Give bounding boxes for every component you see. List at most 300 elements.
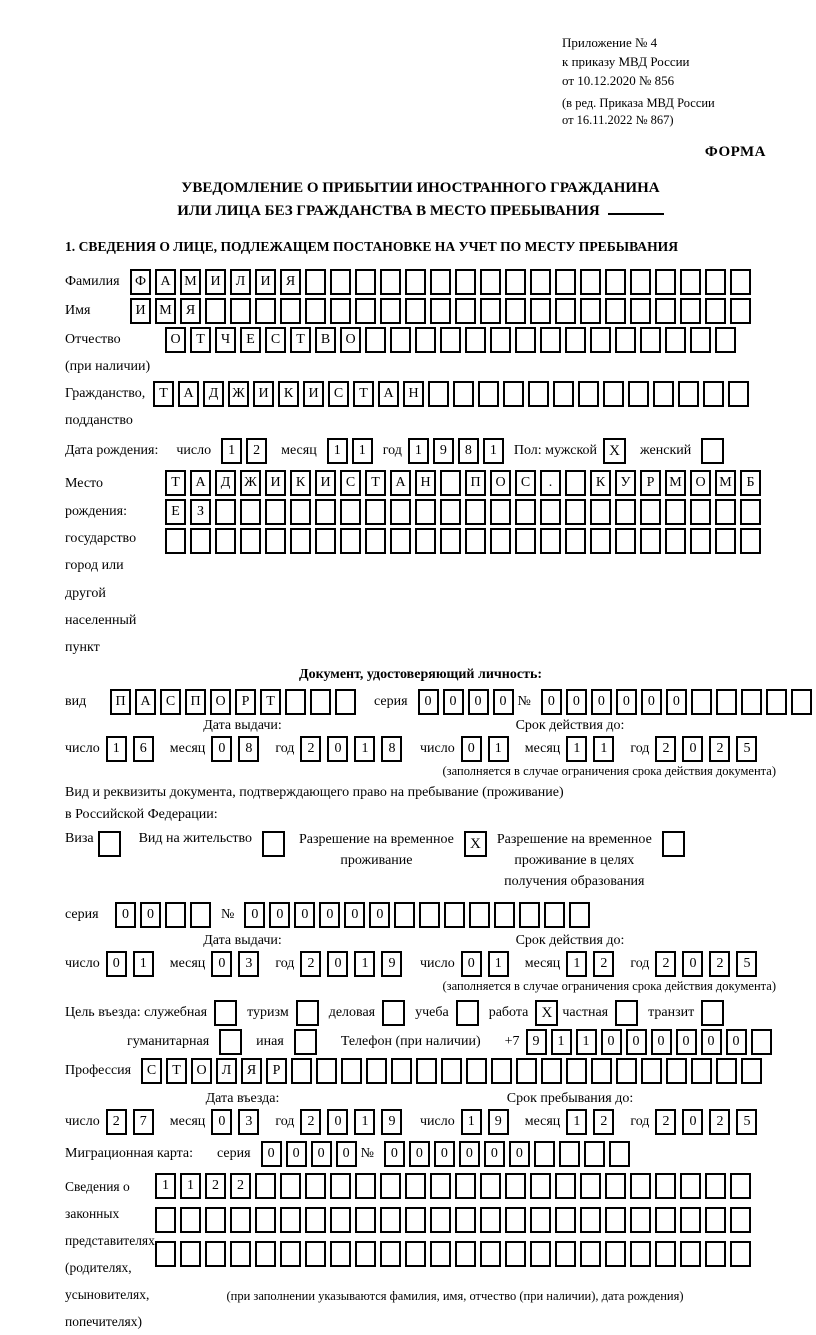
char-box[interactable]: 2 — [655, 736, 676, 762]
char-box[interactable] — [705, 298, 726, 324]
char-box[interactable] — [715, 499, 736, 525]
char-box[interactable] — [505, 269, 526, 295]
char-box[interactable]: Т — [165, 470, 186, 496]
char-box[interactable] — [230, 298, 251, 324]
char-box[interactable] — [415, 499, 436, 525]
char-box[interactable] — [655, 1207, 676, 1233]
char-box[interactable] — [715, 327, 736, 353]
char-box[interactable] — [455, 1173, 476, 1199]
char-box[interactable] — [480, 298, 501, 324]
char-box[interactable] — [341, 1058, 362, 1084]
char-box[interactable]: 9 — [488, 1109, 509, 1135]
char-box[interactable]: 0 — [509, 1141, 530, 1167]
char-box[interactable]: 0 — [682, 736, 703, 762]
char-box[interactable]: 0 — [140, 902, 161, 928]
char-box[interactable]: 0 — [459, 1141, 480, 1167]
char-box[interactable]: К — [278, 381, 299, 407]
char-box[interactable]: 0 — [651, 1029, 672, 1055]
char-box[interactable]: 0 — [682, 951, 703, 977]
char-box[interactable] — [565, 327, 586, 353]
char-box[interactable] — [530, 1241, 551, 1267]
char-box[interactable]: Т — [166, 1058, 187, 1084]
char-box[interactable]: 0 — [566, 689, 587, 715]
visa-checkbox[interactable] — [98, 831, 121, 857]
char-box[interactable] — [310, 689, 331, 715]
char-box[interactable]: М — [715, 470, 736, 496]
char-box[interactable] — [605, 269, 626, 295]
char-box[interactable] — [355, 269, 376, 295]
char-box[interactable]: М — [180, 269, 201, 295]
char-box[interactable] — [630, 1173, 651, 1199]
char-box[interactable]: О — [340, 327, 361, 353]
char-box[interactable] — [455, 1207, 476, 1233]
char-box[interactable] — [605, 1241, 626, 1267]
char-box[interactable] — [455, 1241, 476, 1267]
char-box[interactable] — [715, 528, 736, 554]
char-box[interactable] — [335, 689, 356, 715]
char-box[interactable] — [466, 1058, 487, 1084]
char-box[interactable] — [555, 1241, 576, 1267]
char-box[interactable]: 2 — [205, 1173, 226, 1199]
char-box[interactable]: 6 — [133, 736, 154, 762]
char-box[interactable] — [291, 1058, 312, 1084]
char-box[interactable] — [516, 1058, 537, 1084]
char-box[interactable] — [590, 528, 611, 554]
char-box[interactable]: Ж — [240, 470, 261, 496]
char-box[interactable] — [494, 902, 515, 928]
char-box[interactable] — [230, 1207, 251, 1233]
char-box[interactable] — [478, 381, 499, 407]
char-box[interactable] — [290, 528, 311, 554]
purpose-other-checkbox[interactable] — [294, 1029, 317, 1055]
char-box[interactable]: 1 — [408, 438, 429, 464]
char-box[interactable] — [155, 1207, 176, 1233]
char-box[interactable] — [480, 1207, 501, 1233]
char-box[interactable] — [415, 528, 436, 554]
char-box[interactable]: 0 — [484, 1141, 505, 1167]
char-box[interactable]: 0 — [626, 1029, 647, 1055]
char-box[interactable] — [569, 902, 590, 928]
char-box[interactable]: А — [190, 470, 211, 496]
char-box[interactable] — [380, 1241, 401, 1267]
char-box[interactable] — [766, 689, 787, 715]
char-box[interactable] — [380, 269, 401, 295]
char-box[interactable] — [505, 1241, 526, 1267]
char-box[interactable] — [444, 902, 465, 928]
char-box[interactable] — [315, 499, 336, 525]
char-box[interactable]: 0 — [409, 1141, 430, 1167]
char-box[interactable] — [653, 381, 674, 407]
char-box[interactable]: 1 — [488, 736, 509, 762]
char-box[interactable]: 0 — [261, 1141, 282, 1167]
char-box[interactable] — [566, 1058, 587, 1084]
char-box[interactable] — [730, 298, 751, 324]
char-box[interactable] — [655, 1241, 676, 1267]
char-box[interactable]: 1 — [483, 438, 504, 464]
char-box[interactable]: С — [265, 327, 286, 353]
char-box[interactable] — [605, 298, 626, 324]
char-box[interactable] — [255, 1207, 276, 1233]
char-box[interactable] — [405, 1173, 426, 1199]
char-box[interactable] — [751, 1029, 772, 1055]
char-box[interactable] — [603, 381, 624, 407]
char-box[interactable] — [555, 298, 576, 324]
char-box[interactable]: Ч — [215, 327, 236, 353]
char-box[interactable]: А — [390, 470, 411, 496]
char-box[interactable] — [440, 327, 461, 353]
char-box[interactable] — [580, 1207, 601, 1233]
char-box[interactable]: 1 — [461, 1109, 482, 1135]
char-box[interactable]: И — [303, 381, 324, 407]
char-box[interactable]: Е — [165, 499, 186, 525]
char-box[interactable]: 2 — [655, 951, 676, 977]
char-box[interactable] — [455, 269, 476, 295]
purpose-transit-checkbox[interactable] — [701, 1000, 724, 1026]
char-box[interactable]: С — [160, 689, 181, 715]
char-box[interactable] — [430, 1241, 451, 1267]
char-box[interactable]: 3 — [238, 951, 259, 977]
char-box[interactable]: 8 — [381, 736, 402, 762]
char-box[interactable]: Т — [365, 470, 386, 496]
char-box[interactable] — [680, 269, 701, 295]
char-box[interactable] — [716, 689, 737, 715]
char-box[interactable]: Р — [235, 689, 256, 715]
char-box[interactable] — [355, 298, 376, 324]
char-box[interactable] — [453, 381, 474, 407]
char-box[interactable] — [740, 499, 761, 525]
char-box[interactable]: 3 — [238, 1109, 259, 1135]
char-box[interactable] — [355, 1241, 376, 1267]
char-box[interactable] — [615, 528, 636, 554]
char-box[interactable] — [366, 1058, 387, 1084]
char-box[interactable] — [690, 528, 711, 554]
char-box[interactable] — [555, 1207, 576, 1233]
char-box[interactable] — [680, 1241, 701, 1267]
char-box[interactable] — [640, 528, 661, 554]
char-box[interactable]: Т — [190, 327, 211, 353]
char-box[interactable] — [315, 528, 336, 554]
char-box[interactable]: 2 — [300, 736, 321, 762]
char-box[interactable]: 1 — [106, 736, 127, 762]
char-box[interactable] — [519, 902, 540, 928]
char-box[interactable] — [265, 528, 286, 554]
char-box[interactable] — [340, 499, 361, 525]
char-box[interactable] — [530, 1207, 551, 1233]
char-box[interactable] — [705, 1173, 726, 1199]
char-box[interactable]: 1 — [327, 438, 348, 464]
char-box[interactable] — [691, 1058, 712, 1084]
char-box[interactable] — [691, 689, 712, 715]
char-box[interactable]: 0 — [418, 689, 439, 715]
char-box[interactable] — [580, 298, 601, 324]
char-box[interactable]: 2 — [246, 438, 267, 464]
char-box[interactable] — [703, 381, 724, 407]
char-box[interactable]: М — [665, 470, 686, 496]
char-box[interactable] — [390, 327, 411, 353]
char-box[interactable]: 0 — [666, 689, 687, 715]
char-box[interactable] — [465, 327, 486, 353]
char-box[interactable] — [553, 381, 574, 407]
char-box[interactable] — [391, 1058, 412, 1084]
char-box[interactable] — [541, 1058, 562, 1084]
char-box[interactable] — [491, 1058, 512, 1084]
char-box[interactable]: 0 — [384, 1141, 405, 1167]
char-box[interactable] — [665, 499, 686, 525]
char-box[interactable]: И — [130, 298, 151, 324]
char-box[interactable] — [165, 528, 186, 554]
char-box[interactable]: 0 — [616, 689, 637, 715]
char-box[interactable] — [565, 528, 586, 554]
char-box[interactable] — [430, 1173, 451, 1199]
char-box[interactable] — [680, 298, 701, 324]
char-box[interactable] — [530, 269, 551, 295]
char-box[interactable]: 1 — [566, 951, 587, 977]
char-box[interactable] — [640, 499, 661, 525]
char-box[interactable] — [405, 298, 426, 324]
char-box[interactable] — [380, 1207, 401, 1233]
char-box[interactable]: Я — [280, 269, 301, 295]
char-box[interactable] — [630, 269, 651, 295]
char-box[interactable] — [190, 902, 211, 928]
char-box[interactable] — [355, 1207, 376, 1233]
char-box[interactable]: П — [110, 689, 131, 715]
char-box[interactable]: О — [191, 1058, 212, 1084]
char-box[interactable]: Я — [180, 298, 201, 324]
char-box[interactable] — [641, 1058, 662, 1084]
char-box[interactable]: П — [465, 470, 486, 496]
char-box[interactable]: 0 — [115, 902, 136, 928]
char-box[interactable]: 0 — [311, 1141, 332, 1167]
char-box[interactable] — [394, 902, 415, 928]
char-box[interactable]: 0 — [601, 1029, 622, 1055]
char-box[interactable]: О — [690, 470, 711, 496]
char-box[interactable]: 0 — [294, 902, 315, 928]
char-box[interactable]: Р — [640, 470, 661, 496]
char-box[interactable] — [285, 689, 306, 715]
char-box[interactable]: 1 — [576, 1029, 597, 1055]
char-box[interactable] — [716, 1058, 737, 1084]
char-box[interactable] — [416, 1058, 437, 1084]
char-box[interactable]: 0 — [461, 951, 482, 977]
char-box[interactable]: В — [315, 327, 336, 353]
char-box[interactable] — [165, 902, 186, 928]
char-box[interactable] — [741, 689, 762, 715]
char-box[interactable]: 0 — [327, 736, 348, 762]
char-box[interactable] — [609, 1141, 630, 1167]
char-box[interactable] — [440, 499, 461, 525]
char-box[interactable] — [578, 381, 599, 407]
char-box[interactable]: 7 — [133, 1109, 154, 1135]
char-box[interactable]: И — [265, 470, 286, 496]
char-box[interactable]: А — [155, 269, 176, 295]
char-box[interactable] — [305, 1241, 326, 1267]
char-box[interactable] — [340, 528, 361, 554]
char-box[interactable] — [534, 1141, 555, 1167]
char-box[interactable]: И — [205, 269, 226, 295]
char-box[interactable] — [305, 269, 326, 295]
char-box[interactable] — [280, 298, 301, 324]
char-box[interactable] — [730, 1173, 751, 1199]
char-box[interactable]: К — [590, 470, 611, 496]
char-box[interactable] — [515, 327, 536, 353]
char-box[interactable]: С — [141, 1058, 162, 1084]
char-box[interactable] — [280, 1173, 301, 1199]
char-box[interactable]: 0 — [591, 689, 612, 715]
char-box[interactable]: 2 — [106, 1109, 127, 1135]
char-box[interactable]: Д — [215, 470, 236, 496]
char-box[interactable] — [505, 298, 526, 324]
purpose-tourism-checkbox[interactable] — [296, 1000, 319, 1026]
char-box[interactable] — [655, 269, 676, 295]
char-box[interactable] — [615, 327, 636, 353]
char-box[interactable]: 0 — [493, 689, 514, 715]
char-box[interactable] — [540, 528, 561, 554]
char-box[interactable] — [615, 499, 636, 525]
char-box[interactable]: 2 — [709, 951, 730, 977]
char-box[interactable] — [584, 1141, 605, 1167]
char-box[interactable]: 1 — [566, 1109, 587, 1135]
char-box[interactable]: 1 — [354, 951, 375, 977]
char-box[interactable]: 0 — [461, 736, 482, 762]
char-box[interactable] — [305, 1173, 326, 1199]
char-box[interactable]: 5 — [736, 1109, 757, 1135]
char-box[interactable] — [530, 298, 551, 324]
purpose-private-checkbox[interactable] — [615, 1000, 638, 1026]
char-box[interactable] — [655, 1173, 676, 1199]
char-box[interactable]: Л — [216, 1058, 237, 1084]
char-box[interactable]: Р — [266, 1058, 287, 1084]
char-box[interactable] — [305, 1207, 326, 1233]
char-box[interactable]: А — [135, 689, 156, 715]
char-box[interactable]: 2 — [593, 1109, 614, 1135]
char-box[interactable] — [490, 499, 511, 525]
char-box[interactable] — [405, 269, 426, 295]
char-box[interactable] — [365, 327, 386, 353]
char-box[interactable]: 5 — [736, 951, 757, 977]
char-box[interactable]: З — [190, 499, 211, 525]
char-box[interactable] — [215, 528, 236, 554]
char-box[interactable] — [205, 1241, 226, 1267]
char-box[interactable] — [469, 902, 490, 928]
char-box[interactable]: 9 — [433, 438, 454, 464]
char-box[interactable]: 8 — [238, 736, 259, 762]
char-box[interactable] — [480, 1241, 501, 1267]
char-box[interactable] — [655, 298, 676, 324]
char-box[interactable] — [316, 1058, 337, 1084]
char-box[interactable]: 1 — [566, 736, 587, 762]
char-box[interactable] — [255, 1173, 276, 1199]
char-box[interactable]: 0 — [244, 902, 265, 928]
char-box[interactable] — [665, 327, 686, 353]
char-box[interactable]: 9 — [381, 1109, 402, 1135]
char-box[interactable]: Т — [260, 689, 281, 715]
char-box[interactable]: Н — [415, 470, 436, 496]
char-box[interactable]: 9 — [381, 951, 402, 977]
char-box[interactable] — [480, 269, 501, 295]
char-box[interactable]: 5 — [736, 736, 757, 762]
char-box[interactable] — [280, 1207, 301, 1233]
char-box[interactable]: 1 — [354, 736, 375, 762]
char-box[interactable] — [330, 1207, 351, 1233]
char-box[interactable]: 1 — [180, 1173, 201, 1199]
char-box[interactable] — [240, 499, 261, 525]
sex-male-checkbox[interactable]: X — [603, 438, 626, 464]
char-box[interactable]: Я — [241, 1058, 262, 1084]
char-box[interactable]: С — [340, 470, 361, 496]
char-box[interactable] — [465, 528, 486, 554]
char-box[interactable] — [380, 1173, 401, 1199]
char-box[interactable] — [565, 470, 586, 496]
char-box[interactable] — [665, 528, 686, 554]
char-box[interactable] — [490, 528, 511, 554]
char-box[interactable]: 2 — [709, 1109, 730, 1135]
char-box[interactable]: Д — [203, 381, 224, 407]
char-box[interactable]: Т — [290, 327, 311, 353]
sex-female-checkbox[interactable] — [701, 438, 724, 464]
char-box[interactable]: 0 — [682, 1109, 703, 1135]
char-box[interactable]: . — [540, 470, 561, 496]
char-box[interactable] — [730, 1241, 751, 1267]
char-box[interactable] — [419, 902, 440, 928]
char-box[interactable]: 0 — [344, 902, 365, 928]
char-box[interactable] — [365, 499, 386, 525]
char-box[interactable] — [280, 1241, 301, 1267]
char-box[interactable]: 2 — [230, 1173, 251, 1199]
char-box[interactable] — [255, 1241, 276, 1267]
char-box[interactable] — [580, 1173, 601, 1199]
edu-permit-checkbox[interactable] — [662, 831, 685, 857]
char-box[interactable] — [605, 1173, 626, 1199]
char-box[interactable] — [628, 381, 649, 407]
char-box[interactable] — [480, 1173, 501, 1199]
char-box[interactable]: 2 — [300, 951, 321, 977]
char-box[interactable] — [680, 1173, 701, 1199]
char-box[interactable]: 0 — [468, 689, 489, 715]
char-box[interactable] — [405, 1241, 426, 1267]
char-box[interactable]: М — [155, 298, 176, 324]
char-box[interactable] — [440, 470, 461, 496]
char-box[interactable]: Н — [403, 381, 424, 407]
char-box[interactable] — [441, 1058, 462, 1084]
char-box[interactable] — [680, 1207, 701, 1233]
char-box[interactable] — [630, 1241, 651, 1267]
char-box[interactable] — [155, 1241, 176, 1267]
char-box[interactable]: 2 — [300, 1109, 321, 1135]
char-box[interactable]: 2 — [655, 1109, 676, 1135]
char-box[interactable] — [428, 381, 449, 407]
char-box[interactable]: Т — [153, 381, 174, 407]
char-box[interactable] — [740, 528, 761, 554]
char-box[interactable] — [540, 327, 561, 353]
char-box[interactable] — [640, 327, 661, 353]
char-box[interactable]: У — [615, 470, 636, 496]
char-box[interactable]: 0 — [211, 951, 232, 977]
char-box[interactable] — [330, 1241, 351, 1267]
char-box[interactable] — [590, 327, 611, 353]
char-box[interactable]: П — [185, 689, 206, 715]
char-box[interactable] — [330, 269, 351, 295]
char-box[interactable] — [240, 528, 261, 554]
purpose-official-checkbox[interactable] — [214, 1000, 237, 1026]
char-box[interactable] — [515, 528, 536, 554]
char-box[interactable] — [741, 1058, 762, 1084]
char-box[interactable] — [580, 1241, 601, 1267]
char-box[interactable] — [205, 1207, 226, 1233]
char-box[interactable]: 0 — [106, 951, 127, 977]
char-box[interactable] — [528, 381, 549, 407]
char-box[interactable] — [505, 1173, 526, 1199]
char-box[interactable] — [580, 269, 601, 295]
